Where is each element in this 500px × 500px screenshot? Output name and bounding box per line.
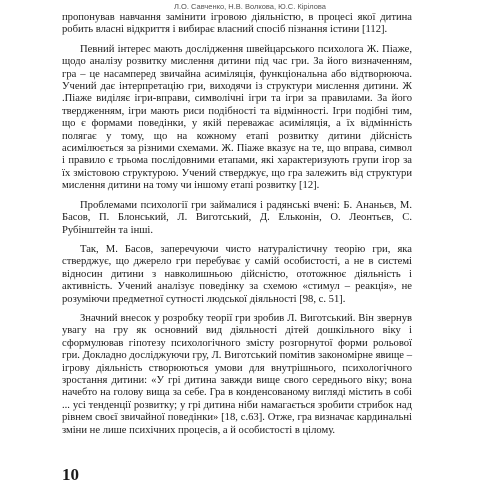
paragraph-1: пропонував навчання замінити ігровою діяльністю, в процесі якої дитина робить власні відкриття і вибирає власний спосіб пізнання істини [112]. (62, 12, 412, 36)
page-body (62, 12, 412, 437)
paragraph-5: Значний внесок у розробку теорії гри зробив Л. Виготський. Він звернув увагу на гру як основний вид діяльності дітей дошкільного віку і сформулював гіпотезу психологічного змісту розгорнутої форми рольової гри. Докладно досліджуючи гру, Л. Виготський помітив закономірне явище – ігрову діяльність створюються умови для внутрішнього, психологічного зростання дитини: «У грі дитина завжди вище свого середнього віку; вона начебто на голову вища за себе. Гра в конденсованому вигляді містить в собі ... усі тенденції розвитку; у грі дитина ніби намагається зробити стрибок над рівнем своєї звичайної поведінки» [18, с.63]. Отже, гра визначає кардинальні зміни не лише психічних процесів, а й особистості в цілому. (62, 312, 412, 436)
page-number: 10 (62, 465, 79, 484)
paragraph-2: Певний інтерес мають дослідження швейцарського психолога Ж. Піаже, щодо аналізу розвитку мислення дитини під час гри. За його визначенням, гра – це насамперед звичайна асиміляція, функціональна або відтворююча. Учений дає інтерпретацію гри, виходячи із структури мислення дитини. Ж .Піаже виділяє ігри-вправи, символічні ігри та ігри за правилами. За його твердженням, ігри мають риси подібності та відмінності. Ігри подібні тим, що є формами поведінки, у якій переважає асиміляція, а їх відмінність полягає у тому, що на кожному етапі розвитку дитини дійсність асимілюється за різними схемами. Ж. Піаже вказує на те, що вправа, символ і правило є трьома послідовними етапами, які характеризують групи ігор за їх змістовою структурою. Учений стверджує, що гра залежить від структури мислення дитини на тому чи іншому етапі розвитку [12]. (62, 43, 412, 192)
paragraph-4: Так, М. Басов, заперечуючи чисто натуралістичну теорію гри, яка стверджує, що джерело гри перебуває у самій особистості, а не в системі відносин дитини з навколишньою дійсністю, ототожнює діяльність і активність. Учений аналізує поведінку за схемою «стимул – реакція», не розуміючи предметної сутності людської діяльності [98, с. 51]. (62, 243, 412, 305)
running-head: Л.О. Савченко, Н.В. Волкова, Ю.С. Кірілова (174, 2, 326, 11)
paragraph-3: Проблемами психології гри займалися і радянські вчені: Б. Ананьєв, М. Басов, П. Блонський, Л. Виготський, Д. Ельконін, О. Леонтьєв, С. Рубінштейн та інші. (62, 199, 412, 236)
